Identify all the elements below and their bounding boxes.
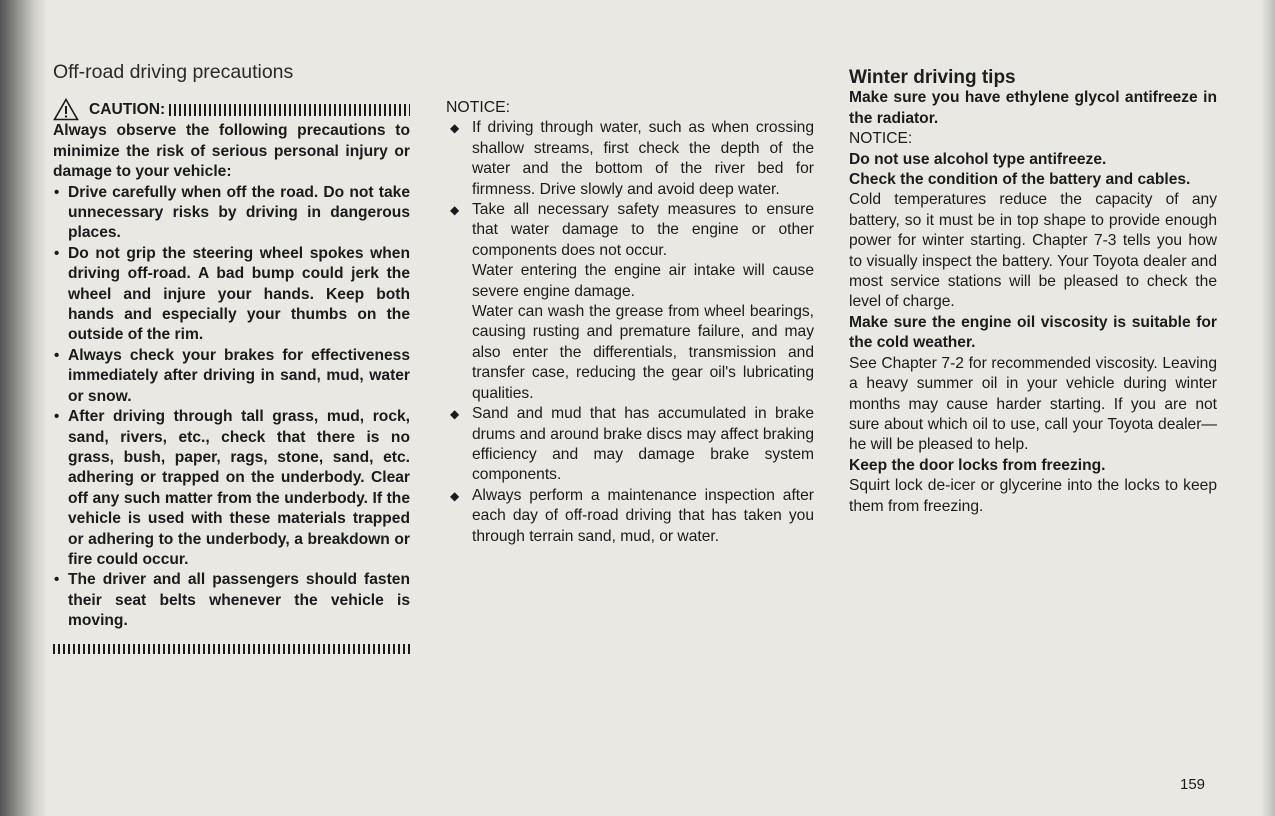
notice-item-text: If driving through water, such as when crossing shallow streams, first check the depth of the water and the bottom of the river bed for firmness. Drive slowly and avoid deep water. bbox=[472, 119, 814, 198]
caution-end-dotted-rule bbox=[53, 644, 410, 654]
battery-text: Cold temperatures reduce the capacity of any battery, so it must be in top shape to provide enough power for winter starting. Chapter 7-3 tells you how to visually inspect the battery. Your Toyota dealer and most service stations will be pleased to check the level of charge. bbox=[849, 191, 1217, 311]
caution-dotted-rule bbox=[169, 104, 410, 116]
warning-triangle-icon bbox=[53, 98, 79, 121]
notice-sub-paragraph: Water entering the engine air intake will cause severe engine damage. bbox=[472, 262, 814, 300]
notice-item-text: Always perform a maintenance inspection after each day of off-road driving that has taken you through terrain sand, mud, or water. bbox=[472, 486, 814, 545]
diamond-bullet-icon: ◆ bbox=[450, 121, 460, 136]
diamond-bullet-icon: ◆ bbox=[450, 407, 460, 422]
notice-item-text: Sand and mud that has accumulated in brake drums and around brake discs may affect braking efficiency and may damage brake system components. bbox=[472, 405, 814, 484]
offroad-title: Off-road driving precautions bbox=[53, 61, 294, 83]
caution-label: CAUTION: bbox=[89, 100, 166, 118]
offroad-column bbox=[53, 62, 410, 654]
winter-column bbox=[849, 68, 1217, 517]
oil-heading: Make sure the engine oil viscosity is suitable for the cold weather. bbox=[849, 313, 1217, 352]
caution-header bbox=[53, 98, 410, 121]
caution-bullet: • The driver and all passengers should fasten their seat belts whenever the vehicle is moving. bbox=[53, 570, 410, 631]
notice-item bbox=[446, 200, 814, 261]
winter-notice-text: Do not use alcohol type antifreeze. bbox=[849, 150, 1107, 168]
caution-bullet: • After driving through tall grass, mud, rock, sand, rivers, etc., check that there is no grass, bush, paper, rags, stone, sand, etc. adhering or trapped on the underbody. Clear off any such matter from the underbody. If the vehicle is used with these materials trapped or adhering to the underbody, a breakdown or fire could occur. bbox=[53, 407, 410, 570]
notice-item bbox=[446, 118, 814, 200]
notice-item bbox=[446, 404, 814, 486]
notice-label: NOTICE: bbox=[446, 99, 511, 116]
winter-title: Winter driving tips bbox=[849, 67, 1016, 88]
battery-heading: Check the condition of the battery and cables. bbox=[849, 171, 1191, 189]
notice-item-text: Take all necessary safety measures to ensure that water damage to the engine or other components does not occur. bbox=[472, 201, 814, 259]
notice-column bbox=[446, 98, 814, 547]
book-binding-shadow bbox=[0, 0, 46, 816]
notice-sub-paragraph: Water can wash the grease from wheel bearings, causing rusting and premature failure, and may also enter the differentials, transmission and transfer case, reducing the gear oil's lubricating qualities. bbox=[472, 303, 814, 402]
winter-notice-label: NOTICE: bbox=[849, 130, 913, 148]
diamond-bullet-icon: ◆ bbox=[450, 488, 460, 503]
oil-text: See Chapter 7-2 for recommended viscosity. Leaving a heavy summer oil in your vehicle during winter months may cause harder starting. If you are not sure about which oil to use, call your Toyota dealer—he will be pleased to help. bbox=[849, 354, 1217, 454]
caution-bullet: • Always check your brakes for effectiveness immediately after driving in sand, mud, water or snow. bbox=[53, 346, 410, 407]
locks-heading: Keep the door locks from freezing. bbox=[849, 456, 1106, 474]
caution-bullet: • Drive carefully when off the road. Do not take unnecessary risks by driving in dangerous places. bbox=[53, 183, 410, 244]
page-edge-shadow bbox=[1261, 0, 1275, 816]
caution-intro: Always observe the following precautions to minimize the risk of serious personal injury or damage to your vehicle: bbox=[53, 122, 410, 181]
locks-text: Squirt lock de-icer or glycerine into the locks to keep them from freezing. bbox=[849, 477, 1217, 515]
page-number: 159 bbox=[1180, 776, 1206, 793]
antifreeze-heading: Make sure you have ethylene glycol antifreeze in the radiator. bbox=[849, 89, 1217, 127]
diamond-bullet-icon: ◆ bbox=[450, 203, 460, 218]
notice-item bbox=[446, 486, 814, 547]
caution-bullet: • Do not grip the steering wheel spokes when driving off-road. A bad bump could jerk the wheel and injure your hands. Keep both hands and especially your thumbs on the outside of the rim. bbox=[53, 244, 410, 346]
